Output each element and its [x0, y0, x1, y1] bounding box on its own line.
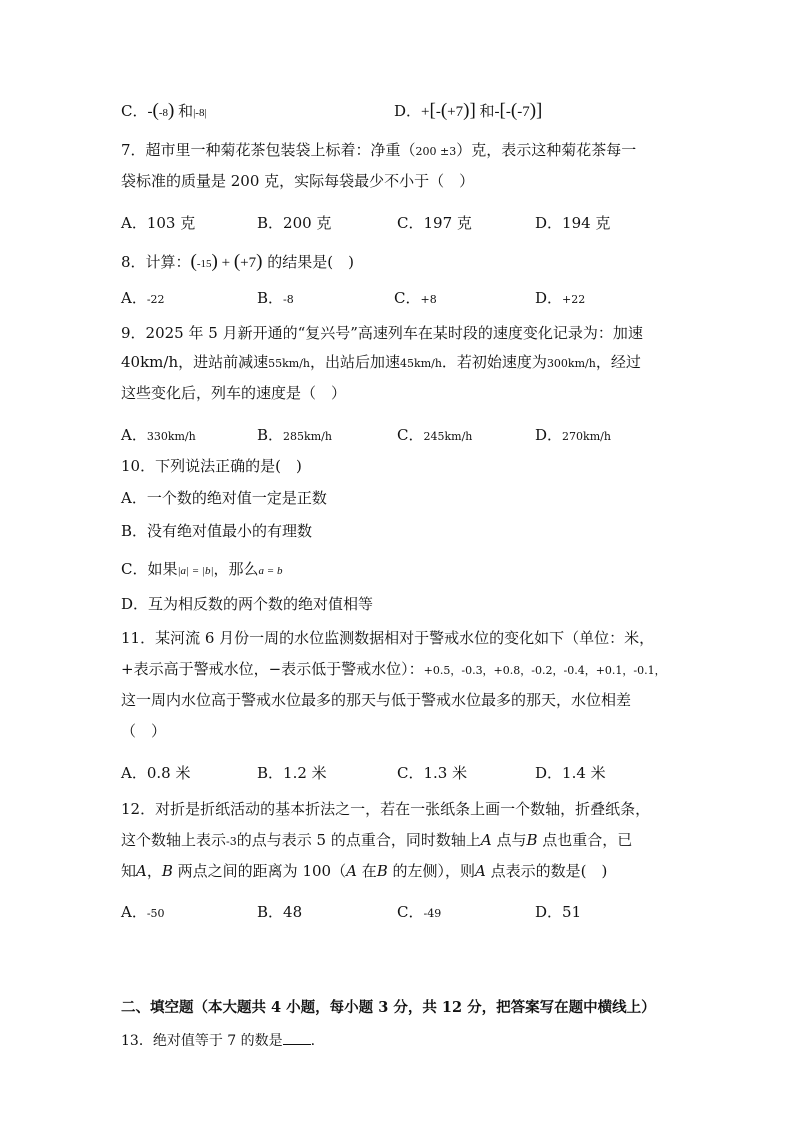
q8-stem-part: 的结果是( ) — [262, 253, 354, 271]
q10-option-c — [121, 559, 282, 581]
expr-paren: ( — [233, 251, 241, 272]
option-value: -49 — [423, 907, 442, 920]
expr-paren: ( — [152, 100, 159, 121]
q12-stem-part: 这个数轴上表示 — [121, 831, 227, 849]
expr-bracket: ] — [536, 100, 543, 121]
expr-part: - — [435, 104, 441, 120]
expr-paren: ( — [190, 251, 197, 272]
option-value: -22 — [146, 293, 165, 306]
q11-line-3: 这一周内水位高于警戒水位最多的那天与低于警戒水位最多的那天，水位相差 — [121, 691, 632, 709]
option-value: -50 — [146, 907, 165, 920]
q10-c-part: C．如果 — [121, 560, 178, 578]
q11-line-4: （ ） — [121, 722, 167, 740]
q12-stem-part: 点表示的数是( ) — [485, 862, 608, 880]
q6-option-d-expr — [421, 100, 543, 121]
q10-option-a: A．一个数的绝对值一定是正数 — [121, 489, 327, 507]
option-label: D． — [535, 289, 563, 307]
q12-line-3 — [121, 861, 607, 881]
q7-stem-part: 7．超市里一种菊花茶包装袋上标着：净重（ — [121, 141, 416, 159]
expr-part: + — [217, 255, 234, 271]
q9-stem-part: 40km/h，进站前减速 — [121, 353, 269, 371]
q10-stem: 10．下列说法正确的是( ) — [121, 457, 302, 475]
q12-point-a: A — [136, 862, 147, 880]
q7-option-a: A．103 克 — [121, 214, 196, 232]
option-label: D．51 — [535, 903, 582, 921]
expr-paren: ) — [529, 100, 537, 121]
expr-part: + — [421, 104, 430, 120]
expr-part: -15 — [196, 258, 212, 270]
q10-c-part: ，那么 — [213, 560, 259, 578]
q9-line-1: 9．2025 年 5 月新开通的“复兴号”高速列车在某时段的速度变化记录为：加速 — [121, 324, 643, 342]
q11-line-2 — [121, 659, 666, 681]
q9-stem-part: ，经过 — [595, 353, 641, 371]
q9-speed: 300km/h — [546, 357, 596, 370]
expr-part: 和 — [475, 104, 495, 120]
q12-stem-part: 两点之间的距离为 100（ — [172, 862, 347, 880]
q9-option-d — [535, 425, 611, 447]
option-value: 245km/h — [423, 430, 473, 443]
q9-stem-part: ．若初始速度为 — [441, 353, 547, 371]
q7-weight-value: 200 ±3 — [415, 145, 457, 158]
expr-paren: ( — [440, 100, 448, 121]
q7-option-b: B．200 克 — [257, 214, 332, 232]
expr-part: - — [147, 104, 153, 120]
q12-option-b — [257, 902, 302, 922]
option-label: C． — [397, 903, 424, 921]
q11-option-b: B．1.2 米 — [257, 764, 327, 782]
option-label: C． — [397, 426, 424, 444]
q12-stem-part: 知 — [121, 862, 137, 880]
expr-bracket: [ — [429, 100, 436, 121]
q9-speed: 45km/h — [400, 357, 442, 370]
q10-option-d: D．互为相反数的两个数的绝对值相等 — [121, 595, 374, 613]
q12-point-a: A — [480, 831, 492, 849]
q11-data: +0.5，-0.3，+0.8，-0.2，-0.4，+0.1，-0.1， — [423, 664, 666, 677]
expr-part: +7 — [240, 255, 257, 271]
expr-paren: ) — [167, 100, 175, 121]
option-label: B． — [257, 289, 284, 307]
expr-paren: ) — [463, 100, 470, 121]
expr-bracket: [ — [499, 100, 506, 121]
expr-paren: ( — [510, 100, 518, 121]
expr-paren: ) — [211, 251, 218, 272]
q12-point-a: A — [475, 862, 486, 880]
expr-part: - — [494, 104, 500, 120]
q6-options-row — [121, 101, 207, 123]
q12-point-b: B — [161, 862, 173, 880]
option-value: 270km/h — [562, 430, 611, 443]
q12-stem-part: 点与 — [491, 831, 527, 849]
q9-stem-part: ，出站后加速 — [310, 353, 401, 371]
q7-stem-part: ）克，表示这种菊花茶每一 — [456, 141, 637, 159]
q12-stem-part: ， — [146, 862, 162, 880]
option-label: B． — [257, 426, 284, 444]
q12-option-a — [121, 902, 165, 924]
q13-stem — [121, 1030, 315, 1051]
expr-part: +7 — [447, 104, 464, 120]
q9-option-c — [397, 425, 472, 447]
q13-stem-part: 13．绝对值等于 7 的数是 — [121, 1033, 283, 1049]
q12-line-1: 12．对折是折纸活动的基本折法之一，若在一张纸条上画一个数轴，折叠纸条， — [121, 800, 651, 818]
option-value: +8 — [420, 293, 437, 306]
q11-option-d: D．1.4 米 — [535, 764, 606, 782]
q12-line-2 — [121, 830, 632, 852]
q7-option-d: D．194 克 — [535, 214, 611, 232]
expr-paren: ) — [256, 251, 263, 272]
q9-option-a — [121, 425, 196, 447]
option-value: 330km/h — [146, 430, 196, 443]
q11-stem-part: +表示高于警戒水位，−表示低于警戒水位）： — [121, 660, 424, 678]
q12-point-b: B — [376, 862, 388, 880]
q12-point-b: B — [526, 831, 538, 849]
option-label: C． — [394, 289, 421, 307]
q8-stem-part: 8．计算： — [121, 253, 191, 271]
option-label: A． — [121, 289, 147, 307]
q10-c-expr: |a| = |b| — [177, 565, 214, 577]
q12-value: -3 — [226, 835, 237, 848]
q8-option-d — [535, 288, 585, 310]
q6-option-d-label: D． — [394, 102, 422, 120]
q12-stem-part: 点也重合，已 — [537, 831, 633, 849]
q12-stem-part: 在 — [356, 862, 377, 880]
option-label: D． — [535, 426, 563, 444]
expr-part: - — [505, 104, 511, 120]
q9-speed: 55km/h — [268, 357, 311, 370]
option-value: 285km/h — [283, 430, 332, 443]
q11-option-a: A．0.8 米 — [121, 764, 191, 782]
option-label: A． — [121, 426, 147, 444]
q12-stem-part: 的点与表示 5 的点重合，同时数轴上 — [236, 831, 481, 849]
q8-option-c — [394, 288, 437, 310]
q8-option-a — [121, 288, 165, 310]
q12-stem-part: 的左侧），则 — [387, 862, 476, 880]
q12-option-c — [397, 902, 441, 924]
q10-c-expr: a = b — [258, 565, 283, 577]
expr-part: |-8| — [193, 107, 207, 119]
q11-line-1: 11．某河流 6 月份一周的水位监测数据相对于警戒水位的变化如下（单位：米， — [121, 629, 655, 647]
q8-expr — [190, 251, 263, 272]
q10-option-b: B．没有绝对值最小的有理数 — [121, 522, 313, 540]
q7-option-c: C．197 克 — [397, 214, 472, 232]
q7-line-1 — [121, 140, 636, 162]
expr-part: -7 — [517, 104, 530, 120]
q6-option-c-label: C． — [121, 102, 148, 120]
section-2-heading: 二、填空题（本大题共 4 小题，每小题 3 分，共 12 分，把答案写在题中横线上） — [121, 999, 656, 1016]
q8-option-b — [257, 288, 294, 310]
option-label: A． — [121, 903, 147, 921]
q12-option-d — [535, 902, 581, 922]
answer-blank[interactable] — [283, 1030, 311, 1045]
option-value: -8 — [283, 293, 294, 306]
option-label: B．48 — [257, 903, 303, 921]
q9-line-3: 这些变化后，列车的速度是（ ） — [121, 384, 347, 402]
q9-option-b — [257, 425, 332, 447]
q13-stem-part: . — [310, 1033, 316, 1049]
expr-part: -8 — [158, 107, 168, 119]
expr-part: 和 — [174, 104, 194, 120]
q8-stem — [121, 252, 354, 274]
q9-line-2 — [121, 352, 641, 374]
q7-line-2: 袋标准的质量是 200 克，实际每袋最少不小于（ ） — [121, 172, 475, 190]
option-value: +22 — [562, 293, 586, 306]
q6-option-c-expr — [147, 100, 207, 121]
q6-option-d — [394, 101, 542, 122]
expr-bracket: ] — [469, 100, 476, 121]
q11-option-c: C．1.3 米 — [397, 764, 468, 782]
q12-point-a: A — [346, 862, 357, 880]
